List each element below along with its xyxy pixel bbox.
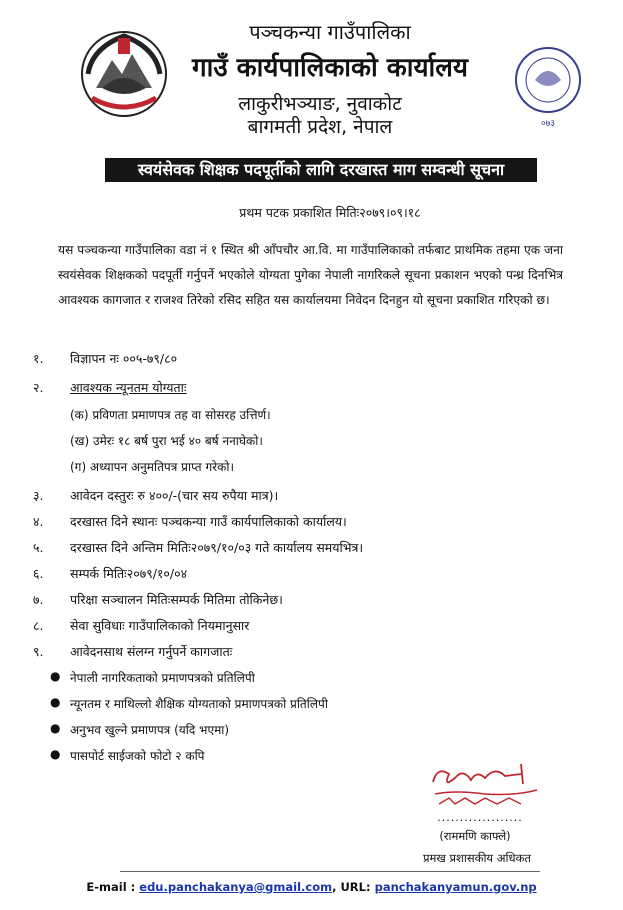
signature-line: ................... [437,811,523,824]
office-province: बागमती प्रदेश, नेपाल [247,116,393,138]
item-advertisement-no: विज्ञापन नः ००५-७९/८० [70,351,178,366]
footer-divider [120,871,540,872]
website-link[interactable]: panchakanyamun.gov.np [374,880,537,894]
signatory-name: (राममणि काफ्ले) [439,829,511,843]
item-submission-place: दरखास्त दिने स्थानः पञ्चकन्या गाउँ कार्यपालिकाको कार्यालय। [70,514,347,529]
published-date: प्रथम पटक प्रकाशित मितिः२०७९।०९।१८ [239,205,421,220]
document-item: न्यूनतम र माथिल्लो शैक्षिक योग्यताको प्रमाणपत्रको प्रतिलिपी [70,697,328,711]
document-item: पासपोर्ट साईजको फोटो २ कपि [70,749,205,763]
email-link[interactable]: edu.panchakanya@gmail.com [139,880,333,894]
bullet-icon: ● [50,721,61,735]
notice-title: स्वयंसेवक शिक्षक पदपूर्तीको लागि दरखास्त माग सम्वन्धी सूचना [105,158,537,182]
item-number: २. [33,380,44,395]
office-name: गाउँ कार्यपालिकाको कार्यालय [192,53,468,83]
qualification-item: (क) प्रविणता प्रमाणपत्र तह वा सोसरह उत्तिर्ण। [70,408,271,422]
item-number: ७. [33,592,44,607]
item-number: ९. [33,644,44,659]
bullet-icon: ● [50,695,61,709]
qualification-item: (ग) अध्यापन अनुमतिपत्र प्राप्त गरेको। [70,460,235,474]
signatory-title: प्रमख प्रशासकीय अधिकत [423,851,531,865]
item-documents-heading: आवेदनसाथ संलग्न गर्नुपर्ने कागजातः [70,644,233,659]
document-item: नेपाली नागरिकताको प्रमाणपत्रको प्रतिलिपी [70,671,255,685]
document-item: अनुभव खुल्ने प्रमाणपत्र (यदि भएमा) [70,723,230,737]
item-number: ८. [33,618,44,633]
nepal-emblem-icon [78,28,170,120]
handwritten-signature [425,760,545,812]
item-number: ६. [33,566,44,581]
bullet-icon: ● [50,747,61,761]
url-label: URL: [340,880,371,894]
footer-contact [0,880,623,894]
office-address: लाकुरीभञ्याङ, नुवाकोट [238,93,402,115]
item-contact-date: सम्पर्क मितिः२०७९/१०/०४ [70,566,188,581]
item-fee: आवेदन दस्तुरः रु ४००/-(चार सय रुपैया मात्र)। [70,488,279,503]
bullet-icon: ● [50,669,61,683]
notice-intro: यस पञ्चकन्या गाउँपालिका वडा नं १ स्थित श्री आँपचौर आ.वि. मा गाउँपालिकाको तर्फबाट प्राथमिक तहमा एक जना स्वयंसेवक शिक्षकको पदपूर्ती गर्नुपर्ने भएकोले योग्यता पुगेका नेपाली नागरिकले सूचना प्रकाशन भएको पन्ध्र दिनभित्र आवश्यक कागजात र राजश्व तिरेको रसिद सहित यस कार्यालयमा निवेदन दिनहुन यो सूचना प्रकाशित गरिएको छ। [58,243,563,307]
email-label: E-mail : [86,880,136,894]
municipality-name: पञ्चकन्या गाउँपालिका [249,20,411,44]
municipality-seal-icon [513,40,583,130]
item-number: ४. [33,514,44,529]
item-number: ५. [33,540,44,555]
seal-number: ०७३ [540,119,556,129]
item-exam-date: परिक्षा सञ्चालन मितिःसम्पर्क मितिमा तोकिनेछ। [70,592,283,607]
footer-separator: , [332,880,337,894]
item-number: १. [33,351,44,366]
qualification-item: (ख) उमेरः १८ बर्ष पुरा भई ४० बर्ष ननाघेको। [70,434,263,448]
item-benefits: सेवा सुविधाः गाउँपालिकाको नियमानुसार [70,618,250,633]
item-deadline: दरखास्त दिने अन्तिम मितिः२०७९/१०/०३ गते कार्यालय समयभित्र। [70,540,364,555]
item-number: ३. [33,488,44,503]
item-qualification-heading: आवश्यक न्यूनतम योग्यताः [70,380,187,395]
